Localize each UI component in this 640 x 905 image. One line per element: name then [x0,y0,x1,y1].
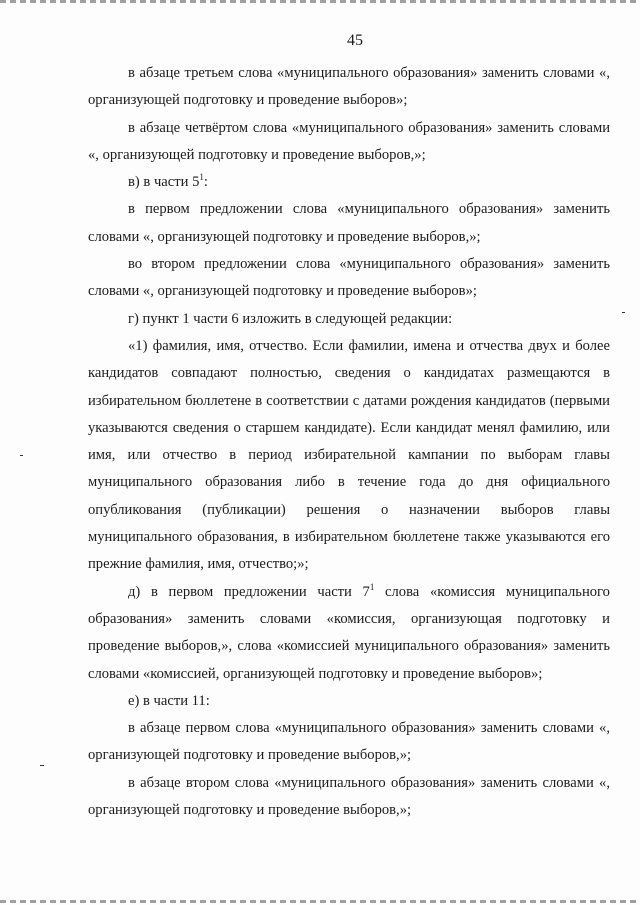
superscript: 1 [199,172,204,183]
paragraph-abzac-first: в абзаце первом слова «муниципального образования» заменить словами «, организующей подготовку и проведение выборов,»; [88,720,610,764]
scan-mark [20,455,23,456]
paragraph-item-d-start: д) в первом предложении части 7 [128,583,370,600]
paragraph-first-sentence: в первом предложении слова «муниципального образования» заменить словами «, организующей подготовку и проведение выборов,»; [88,201,610,245]
paragraph-second-sentence: во втором предложении слова «муниципального образования» заменить словами «, организующей подготовку и проведение выборов»; [88,256,610,300]
paragraph-item-v-text: в) в части 5 [128,174,200,191]
scan-mark [40,765,44,766]
paragraph-quoted-point-1: «1) фамилия, имя, отчество. Если фамилии, имена и отчества двух и более кандидатов совпадают полностью, сведения о кандидатах размещаются в избирательном бюллетене в соответствии с датами рождения кандидатов (первыми указываются сведения о старшем кандидате). Если кандидат менял фамилию, или имя, или отчество в период избирательной кампании по выборам главы муниципального образования либо в течение года до дня официального опубликования (публикации) решения о назначении выборов главы муниципального образования, в избирательном бюллетене также указываются его прежние фамилия, имя, отчество;»; [88,337,610,573]
document-body [88,60,610,824]
page-number: 45 [347,32,363,49]
paragraph-item-g: г) пункт 1 части 6 изложить в следующей редакции: [128,310,453,327]
paragraph-item-d [88,579,610,688]
paragraph-item-e: е) в части 11: [128,692,210,709]
scan-edge-top [0,0,640,3]
scan-edge-bottom [0,900,640,903]
paragraph-item-v [88,169,610,196]
paragraph-item-v-colon: : [203,174,208,191]
scan-mark [622,312,625,313]
paragraph-item-d-rest: слова «комиссия муниципального образования» заменить словами «комиссия, организующая подготовку и проведение выборов,», слова «комиссией муниципального образования» заменить словами «комиссией, организующей подготовку и проведение выборов»; [88,583,610,682]
paragraph-abzac-fourth: в абзаце четвёртом слова «муниципального образования» заменить словами «, организующей подготовку и проведение выборов,»; [88,119,610,163]
superscript: 1 [369,581,375,592]
paragraph-abzac-second: в абзаце втором слова «муниципального образования» заменить словами «, организующей подготовку и проведение выборов,»; [88,774,610,819]
paragraph-abzac-third: в абзаце третьем слова «муниципального образования» заменить словами «, организующей подготовку и проведение выборов»; [88,65,610,109]
